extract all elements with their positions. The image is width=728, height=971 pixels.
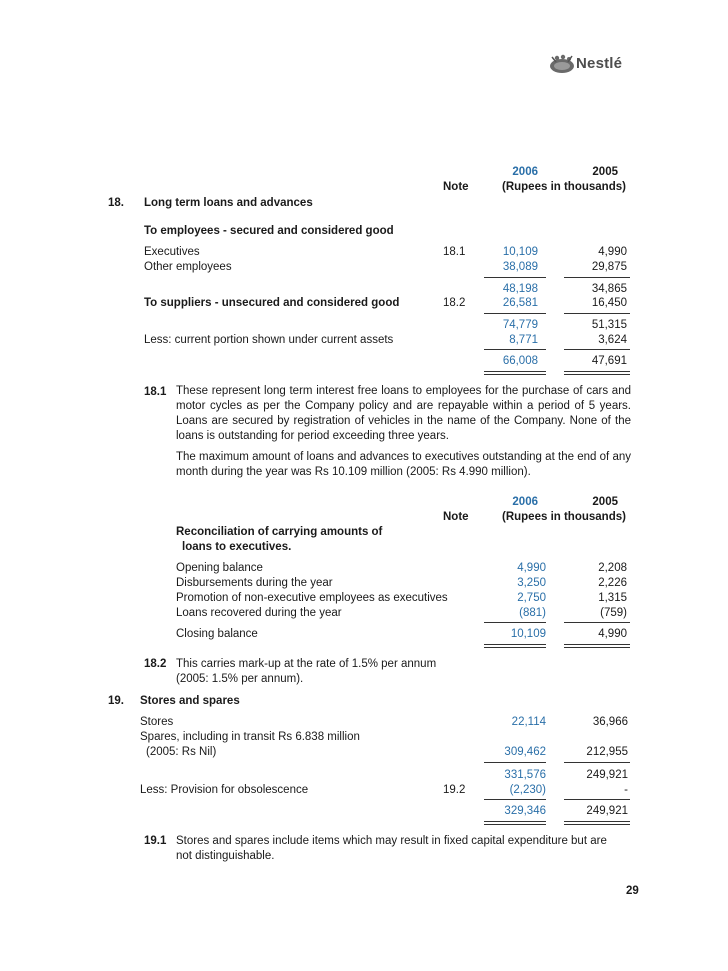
row-value-2006: 74,779 [502, 319, 538, 331]
page-number: 29 [626, 885, 639, 897]
col-2006-header: 2006 [512, 496, 538, 508]
row-label: Opening balance [176, 562, 263, 574]
units-header: (Rupees in thousands) [502, 181, 626, 193]
section-18-title: Long term loans and advances [144, 197, 313, 209]
note-19-1-line1: Stores and spares include items which may result in fixed capital expenditure but are [176, 835, 607, 847]
provision-note: 19.2 [443, 784, 466, 796]
row-value-2006: (881) [519, 607, 546, 619]
row-value-2005: 16,450 [591, 297, 627, 309]
subtotal-rule [484, 313, 546, 314]
note-19-1-line2: not distinguishable. [176, 850, 275, 862]
row-value-2005: 29,875 [591, 261, 627, 273]
total-rule [564, 821, 630, 822]
row-value-2006: 10,109 [502, 246, 538, 258]
total-value-2005: 47,691 [591, 355, 627, 367]
row-label: Promotion of non-executive employees as executives [176, 592, 448, 604]
subtotal-rule [564, 313, 630, 314]
note-18-1-max-amount: The maximum amount of loans and advances to executives outstanding at the end of any month during the year was Rs 10.109 million (2005: Rs 4.990 million). [176, 451, 631, 478]
row-value-2006: 38,089 [502, 261, 538, 273]
provision-label: Less: Provision for obsolescence [140, 784, 309, 796]
section-19-title: Stores and spares [140, 695, 240, 707]
note-18-2-line1: This carries mark-up at the rate of 1.5% per annum [176, 658, 437, 670]
total-rule [484, 644, 546, 645]
total-rule [484, 371, 546, 372]
row-note: 18.1 [443, 246, 466, 258]
spares-value-2006: 309,462 [504, 746, 546, 758]
stores-value-2006: 22,114 [511, 716, 546, 728]
subtotal-rule [564, 622, 630, 623]
total-value-2006: 66,008 [502, 355, 538, 367]
subtotal-value-2006: 331,576 [504, 769, 546, 781]
subtotal-rule [484, 277, 546, 278]
row-value-2006: 8,771 [509, 334, 538, 346]
row-value-2005: 1,315 [598, 592, 627, 604]
section-18-number: 18. [108, 197, 124, 209]
spares-value-2005: 212,955 [586, 746, 628, 758]
employees-subheading: To employees - secured and considered good [144, 225, 394, 237]
row-label: Disbursements during the year [176, 577, 333, 589]
spares-label-line2: (2005: Rs Nil) [146, 746, 217, 758]
reconciliation-title-line2: loans to executives. [182, 541, 292, 553]
subtotal-rule [484, 762, 546, 763]
row-value-2005: 3,624 [598, 334, 627, 346]
col-2005-header: 2005 [592, 496, 618, 508]
subtotal-rule [564, 277, 630, 278]
total-rule [484, 647, 546, 648]
row-label: Closing balance [176, 628, 258, 640]
total-rule [564, 371, 630, 372]
row-label: Less: current portion shown under current assets [144, 334, 394, 346]
total-rule [484, 821, 546, 822]
col-2006-header: 2006 [512, 166, 538, 178]
row-value-2005: 51,315 [591, 319, 627, 331]
note-18-2-line2: (2005: 1.5% per annum). [176, 673, 304, 685]
row-value-2006: 48,198 [502, 283, 538, 295]
total-value-2006: 10,109 [510, 628, 546, 640]
note-col-header: Note [443, 181, 469, 193]
row-value-2006: 3,250 [517, 577, 546, 589]
note-18-2-number: 18.2 [144, 658, 167, 670]
row-value-2006: 4,990 [517, 562, 546, 574]
subtotal-value-2005: 249,921 [586, 769, 628, 781]
subtotal-rule [564, 349, 630, 350]
provision-value-2005: - [624, 784, 628, 796]
row-value-2005: 2,226 [598, 577, 627, 589]
units-header: (Rupees in thousands) [502, 511, 626, 523]
spares-label: Spares, including in transit Rs 6.838 million [140, 731, 360, 743]
total-value-2005: 4,990 [598, 628, 627, 640]
provision-value-2006: (2,230) [509, 784, 546, 796]
note-18-1-number: 18.1 [144, 386, 167, 398]
total-rule [564, 824, 630, 825]
total-rule [564, 647, 630, 648]
subtotal-rule [484, 799, 546, 800]
subtotal-rule [564, 762, 630, 763]
row-value-2005: 34,865 [591, 283, 627, 295]
note-col-header: Note [443, 511, 469, 523]
row-value-2005: 4,990 [598, 246, 627, 258]
row-value-2005: (759) [600, 607, 627, 619]
note-18-1-paragraph: These represent long term interest free loans to employees for the purchase of cars and motor cycles as per the Company policy and are repayable within a period of 5 years. Loans are secured by registration of vehicles in the name of the Company. None of the loans is outstanding for period exceeding three years. [176, 385, 631, 442]
row-label: Executives [144, 246, 200, 258]
section-19-number: 19. [108, 695, 124, 707]
suppliers-label: To suppliers - unsecured and considered good [144, 297, 400, 309]
total-rule [484, 824, 546, 825]
reconciliation-title: Reconciliation of carrying amounts of [176, 526, 383, 538]
total-rule [564, 644, 630, 645]
row-label: Loans recovered during the year [176, 607, 342, 619]
total-rule [564, 374, 630, 375]
total-value-2006: 329,346 [504, 805, 546, 817]
note-19-1-number: 19.1 [144, 835, 167, 847]
row-value-2005: 2,208 [598, 562, 627, 574]
row-label: Other employees [144, 261, 232, 273]
total-value-2005: 249,921 [586, 805, 628, 817]
stores-value-2005: 36,966 [592, 716, 628, 728]
subtotal-rule [484, 622, 546, 623]
stores-label: Stores [140, 716, 174, 728]
row-value-2006: 2,750 [517, 592, 546, 604]
subtotal-rule [484, 349, 546, 350]
subtotal-rule [564, 799, 630, 800]
col-2005-header: 2005 [592, 166, 618, 178]
nestle-nest-logo [548, 53, 576, 75]
nestle-wordmark: Nestlé [576, 55, 623, 72]
row-note: 18.2 [443, 297, 466, 309]
total-rule [484, 374, 546, 375]
row-value-2006: 26,581 [502, 297, 538, 309]
